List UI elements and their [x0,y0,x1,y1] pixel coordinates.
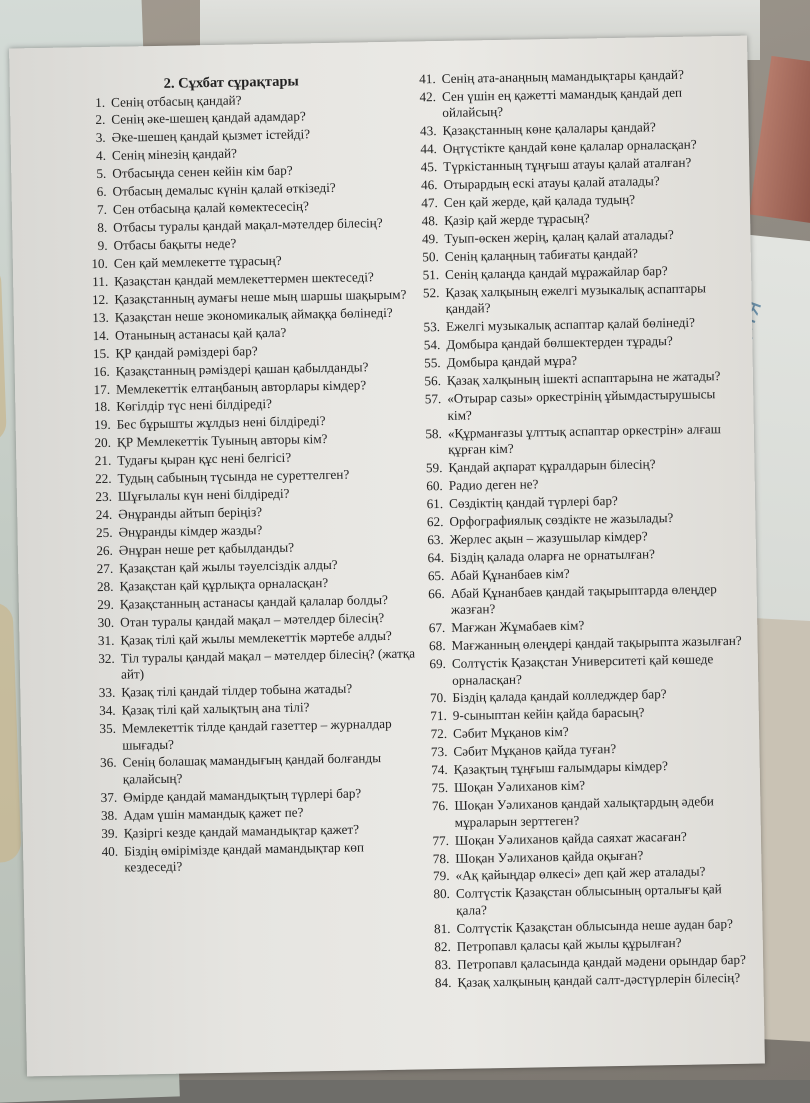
question-text: Қазақ халқының ішекті аспаптарына не жатады? [446,368,721,389]
question-number: 54. [423,337,441,353]
question-number: 76. [431,798,449,814]
question-text: Петропавл қаласы қай жылы құрылған? [456,934,682,954]
question-text: Қазақстан қай құрлықта орналасқан? [119,574,329,594]
left-column [80,72,424,879]
question-text: Солтүстік Қазақстан Университеті қай көшеде орналасқан? [451,651,714,688]
question-text: Петропавл қаласында қандай мәдени орындар бар? [457,951,746,972]
question-number: 68. [428,638,446,654]
question-number: 50. [422,249,439,265]
question-text: Домбыра қандай бөлшектерден тұрады? [446,333,673,353]
question-text: Шоқан Уәлиханов қайда оқыған? [455,847,644,866]
question-number: 37. [100,789,118,805]
question-text: Қазір қай жерде тұрасың? [444,210,590,229]
question-text: Отбасыңда сенен кейін кім бар? [112,162,293,182]
question-text: Әнұранды айтып беріңіз? [118,504,263,522]
question-text: Қазақстанның аумағы неше мың шаршы шақырым? [114,286,407,307]
question-text: Мемлекеттік елтаңбаның авторлары кімдер? [115,376,367,397]
question-number: 70. [429,690,447,706]
question-text: Туып-өскен жерің, қалаң қалай аталады? [444,226,674,246]
question-number: 2. [95,112,106,128]
question-text: Қазақстанның рәміздері қашан қабылданды? [115,358,369,379]
question-number: 10. [91,255,108,272]
question-item [91,750,422,789]
question-text: Қазақстанның көне қалалары қандай? [442,119,656,139]
question-item [91,715,422,754]
question-number: 22. [94,471,112,487]
question-text: Ежелгі музыкалық аспаптар қалай бөлінеді? [445,314,696,335]
question-text: Отан туралы қандай мақал – мәтелдер білесің? [119,609,385,630]
question-number: 72. [430,726,448,742]
question-text: Солтүстік Қазақстан облысында неше аудан бар? [456,915,733,936]
question-text: Оңтүстікте қандай көне қалалар орналасқан? [442,136,697,157]
question-list-left [80,89,424,877]
question-number: 38. [100,807,118,823]
question-text: Шоқан Уәлиханов қайда саяхат жасаған? [454,828,687,848]
question-number: 7. [96,202,108,218]
question-number: 67. [428,620,446,636]
question-text: Сенің қалаңның табиғаты қандай? [444,245,639,264]
question-number: 46. [420,177,438,193]
question-text: Отанының астанасы қай қала? [114,324,287,343]
question-text: Қандай ақпарат құралдарын білесің? [448,456,656,475]
question-number: 25. [95,524,113,541]
question-text: Шұғылалы күн нені білдіреді? [117,485,290,504]
question-item [420,386,741,425]
question-number: 57. [424,391,442,407]
question-number: 78. [432,850,450,866]
question-text: Қазақстан қандай мемлекеттермен шектеседі? [114,269,374,289]
question-number: 36. [99,755,117,771]
question-item [90,645,421,684]
question-number: 65. [427,567,445,583]
question-text: Шоқан Уәлиханов қандай халықтардың әдеби мұраларын зерттеген? [454,793,715,830]
question-item [418,280,739,319]
question-text: Отырардың ескі атауы қалай аталады? [443,173,660,193]
question-text: Әнұранды кімдер жазды? [118,522,263,540]
question-text: Қазақ халқының қандай салт-дәстүрлерін білесің? [457,969,741,990]
question-text: ҚР Мемлекеттік Туының авторы кім? [116,431,328,451]
question-number: 69. [429,655,447,672]
question-number: 42. [419,89,437,105]
question-number: 75. [431,780,449,796]
question-number: 39. [101,825,118,841]
question-item [421,420,742,459]
question-text: Көгілдір түс нені білдіреді? [116,396,273,415]
question-number: 12. [91,291,109,307]
question-number: 16. [93,363,110,379]
question-text: Абай Құнанбаев қандай тақырыптарда өлеңдер жазған? [450,580,717,618]
question-number: 20. [94,435,112,451]
question-text: Мағжан Жұмабаев кім? [451,617,585,635]
question-number: 35. [99,720,117,737]
question-number: 23. [95,488,113,505]
question-text: Қазақ тілі қай халықтың ана тілі? [121,699,310,718]
question-number: 73. [430,744,448,760]
question-number: 13. [92,309,109,325]
question-text: Отбасың демалыс күнін қалай өткізеді? [112,180,336,199]
question-text: Әнұран неше рет қабылданды? [118,539,295,558]
question-number: 74. [431,762,448,778]
question-text: Қазіргі кезде қандай мамандықтар қажет? [123,821,360,841]
question-text: Тудағы қыран құс нені белгісі? [117,449,292,468]
question-text: Сен қай жерде, қай қалада тудың? [443,191,636,211]
question-text: Сөздіктің қандай түрлері бар? [448,492,618,511]
question-number: 28. [96,578,114,594]
question-item [425,651,746,690]
question-text: «Құрманғазы ұлттық аспаптар оркестрін» алғаш құрған кім? [447,420,721,458]
question-text: Бес бұрышты жұлдыз нені білдіреді? [116,413,326,433]
question-text: Қазақ халқының ежелгі музыкалық аспаптары қандай? [445,280,707,317]
question-number: 9. [97,237,108,254]
question-text: Біздің қалада қандай колледждер бар? [452,686,667,706]
question-number: 48. [421,213,439,229]
question-text: Сенің әке-шешең қандай адамдар? [111,108,306,128]
question-text: Абай Құнанбаев кім? [450,565,570,583]
question-text: Тіл туралы қандай мақал – мәтелдер білесің? (жатқа айт) [120,645,416,682]
question-item [427,793,748,832]
question-text: Отбасы бақыты неде? [113,235,237,253]
right-column [415,66,751,993]
question-text: Орфографиялық сөздікте не жазылады? [449,509,674,529]
question-text: Сен қай мемлекетте тұрасың? [113,252,282,271]
question-text: Сенің ата-анаңның мамандықтары қандай? [441,66,685,86]
question-number: 62. [426,513,444,530]
question-number: 83. [434,956,452,972]
question-text: Сенің болашақ мамандығың қандай болғанды қалайсың? [122,750,382,787]
question-item [429,881,750,920]
question-number: 17. [93,381,111,397]
question-text: Қазақ тілі қай жылы мемлекеттік мәртебе алды? [120,627,392,648]
question-text: Радио деген не? [448,476,539,493]
sheet-title: 2. Сұхбат сұрақтары [163,73,299,92]
question-text: Сенің қалаңда қандай мұражайлар бар? [444,262,668,282]
question-number: 24. [95,506,113,523]
question-number: 55. [424,355,441,371]
question-number: 29. [97,596,114,612]
question-number: 6. [96,184,107,200]
question-number: 79. [432,868,450,884]
question-text: Қазақтың тұңғыш ғалымдары кімдер? [453,758,668,778]
question-text: Жерлес ақын – жазушылар кімдер? [449,528,648,547]
question-number: 34. [99,702,116,719]
question-number: 80. [433,886,451,902]
question-text: Отбасы туралы қандай мақал-мәтелдер білесің? [113,215,383,235]
question-sheet [9,36,765,1077]
question-number: 82. [434,938,451,955]
question-number: 66. [428,585,445,601]
question-number: 21. [94,453,112,469]
question-number: 84. [434,974,452,990]
question-number: 47. [421,195,438,211]
question-number: 26. [96,542,113,559]
question-number: 59. [425,460,443,476]
question-number: 3. [95,130,106,146]
question-text: Біздің қалада оларға не орнатылған? [449,546,656,565]
question-text: 9-сыныптан кейін қайда барасың? [452,704,645,724]
question-number: 64. [427,549,445,566]
question-number: 58. [425,425,442,441]
question-number: 11. [92,273,109,290]
question-text: Солтүстік Қазақстан облысының орталығы қай қала? [455,881,722,918]
question-number: 1. [95,94,106,110]
question-number: 41. [419,71,436,87]
question-number: 56. [424,373,442,389]
question-number: 30. [97,614,115,630]
question-text: Домбыра қандай мұра? [446,352,578,371]
question-text: Сәбит Мұқанов қайда туған? [453,741,617,760]
question-text: Біздің өмірімізде қандай мамандықтар көп кездеседі? [123,839,365,875]
question-text: Адам үшін мамандық қажет пе? [123,804,304,823]
question-text: Шоқан Уәлиханов кім? [453,777,586,796]
question-number: 18. [93,399,111,415]
question-text: Тудың сабының түсында не суреттелген? [117,466,350,486]
question-number: 27. [96,560,114,576]
question-text: Өмірде қандай мамандықтың түрлері бар? [123,785,362,805]
question-text: Қазақ тілі қандай тілдер тобына жатады? [121,680,353,700]
question-text: Түркістанның тұңғыш атауы қалай аталған? [443,154,692,175]
question-number: 14. [92,327,110,343]
question-text: Сәбит Мұқанов кім? [452,724,569,742]
question-text: Әке-шешең қандай қызмет істейді? [111,126,311,146]
question-text: Қазақстан неше экономикалық аймаққа бөлінеді? [114,304,393,325]
question-item [415,84,736,123]
question-text: Қазақстанның астанасы қандай қалалар болды? [119,591,388,612]
question-text: Сенің мінезің қандай? [111,145,238,164]
question-number: 49. [421,231,439,247]
question-number: 19. [94,417,111,433]
question-text: Мемлекеттік тілде қандай газеттер – журналдар шығады? [121,715,392,753]
question-text: Сен үшін ең қажетті мамандық қандай деп ойлайсың? [441,84,683,121]
question-number: 51. [422,266,440,283]
question-text: Қазақстан қай жылы тәуелсіздік алды? [119,556,338,576]
question-number: 15. [92,345,110,361]
question-text: Мағжанның өлеңдері қандай тақырыпта жазылған? [451,632,742,653]
question-number: 77. [432,832,450,848]
question-text: ҚР қандай рәміздері бар? [115,342,258,361]
question-number: 31. [97,632,115,648]
question-number: 61. [426,495,444,512]
question-number: 43. [419,123,437,139]
question-text: «Ақ қайыңдар өлкесі» деп қай жер аталады? [455,863,706,884]
question-number: 63. [427,531,444,548]
question-number: 8. [97,219,108,236]
question-number: 40. [101,843,119,859]
question-number: 5. [96,166,107,182]
question-item [93,838,424,877]
question-list-right [415,66,751,992]
question-number: 33. [98,684,116,701]
question-number: 81. [433,920,451,937]
question-number: 44. [420,141,438,157]
question-number: 45. [420,159,438,175]
question-number: 52. [422,284,440,301]
question-number: 53. [423,319,441,335]
question-text: Сенің отбасың қандай? [110,92,242,110]
question-number: 60. [426,478,443,494]
question-number: 32. [98,650,115,666]
question-text: «Отырар сазы» оркестрінің ұйымдастырушысы кім? [447,386,716,423]
question-number: 71. [430,708,447,724]
question-text: Сен отбасыңа қалай көмектесесің? [112,198,310,217]
question-item [424,580,745,619]
question-number: 4. [95,148,107,164]
